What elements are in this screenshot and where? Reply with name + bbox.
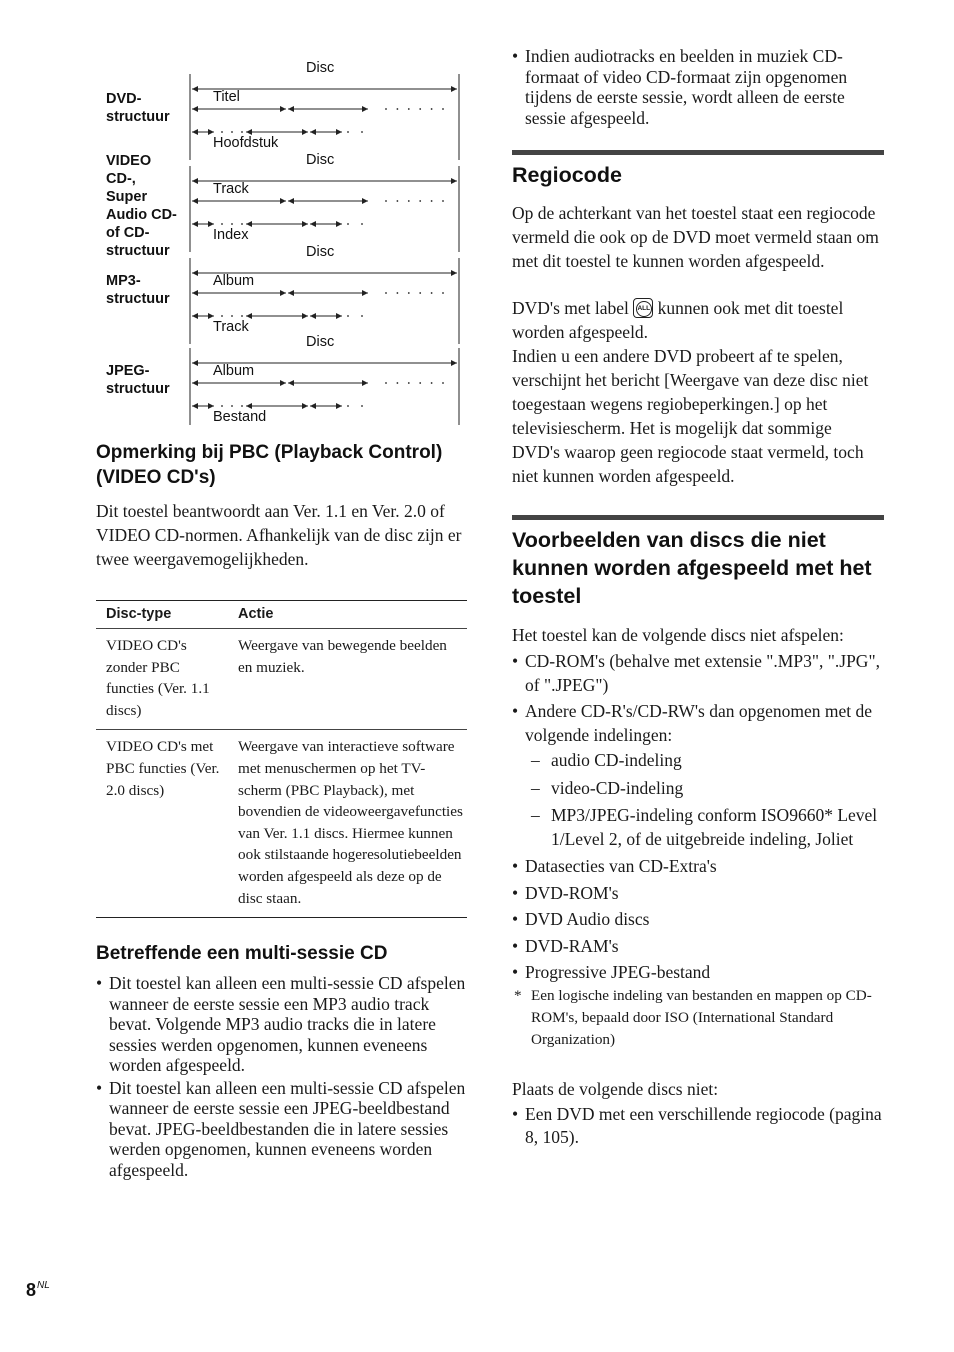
pbc-heading: Opmerking bij PBC (Playback Control) (VIDEO CD's)	[96, 442, 443, 488]
lower-level-label: Index	[213, 227, 249, 243]
page-number	[26, 1280, 50, 1301]
lower-arrow-head-right	[302, 403, 308, 409]
lower-arrow-head-right	[336, 129, 342, 135]
disc-arrow-head-right	[451, 178, 457, 184]
region-all-logo-icon	[633, 298, 653, 318]
table-cell: Weergave van bewegende beelden en muziek.	[228, 629, 467, 730]
disc-arrow-head-left	[192, 270, 198, 276]
upper-level-label: Titel	[213, 89, 240, 105]
lower-dots	[221, 131, 223, 133]
list-item: • DVD-ROM's	[512, 882, 884, 906]
disc-arrow-head-right	[451, 86, 457, 92]
upper-dots	[431, 200, 433, 202]
right-column	[512, 40, 884, 1153]
upper-dots	[408, 200, 410, 202]
list-item: • Dit toestel kan alleen een multi-sessie CD afspelen wanneer de eerste sessie een JPEG-beeldbestand bevat. JPEG-beeldbestanden die in latere sessies werden opgenomen, kunnen eveneens worden afgespeeld.	[96, 1078, 468, 1181]
upper-arrow-head-right	[362, 380, 368, 386]
upper-arrow-head-left	[192, 290, 198, 296]
structure-label: MP3- structuur	[106, 273, 170, 307]
regio-p1: Op de achterkant van het toestel staat een regiocode vermeld die ook op de DVD moet vermeld staan om met dit toestel te kunnen worden afgespeeld.	[512, 203, 879, 271]
multisession-list	[96, 973, 468, 1180]
regiocode-heading: Regiocode	[512, 150, 884, 189]
upper-arrow-head-right	[362, 198, 368, 204]
lower-arrow-head-left	[192, 403, 198, 409]
lower-dots	[361, 131, 363, 133]
upper-arrow-head-right	[362, 290, 368, 296]
voorbeelden-intro: Het toestel kan de volgende discs niet afspelen:	[512, 625, 844, 645]
list-item: • Datasecties van CD-Extra's	[512, 855, 884, 879]
upper-dots	[408, 108, 410, 110]
disc-level-label: Disc	[306, 152, 335, 168]
upper-dots	[419, 292, 421, 294]
upper-arrow-head-left	[288, 290, 294, 296]
col-header-disc-type: Disc-type	[96, 601, 228, 629]
lower-level-label: Track	[213, 319, 249, 335]
col-header-actie: Actie	[228, 601, 467, 629]
footnote: * Een logische indeling van bestanden en mappen op CD-ROM's, bepaald door ISO (International Standard Organization)	[512, 985, 884, 1051]
list-item: • Indien audiotracks en beelden in muziek CD-formaat of video CD-formaat zijn opgenomen tijdens de eerste sessie, wordt alleen de eerste sessie afgespeeld.	[512, 46, 884, 128]
lower-dots	[221, 223, 223, 225]
voorbeelden-list-rest	[512, 855, 884, 985]
list-item: • Andere CD-R's/CD-RW's dan opgenomen met de volgende indelingen:	[512, 700, 884, 747]
lower-arrow-head-left	[310, 313, 316, 319]
list-item: – video-CD-indeling	[512, 777, 884, 801]
lower-arrow-head-left	[310, 129, 316, 135]
upper-dots	[397, 108, 399, 110]
lower-dots	[347, 405, 349, 407]
disc-arrow-head-left	[192, 178, 198, 184]
upper-level-label: Album	[213, 273, 255, 289]
lower-dots	[231, 315, 233, 317]
disc-structure-diagram	[96, 40, 468, 425]
upper-arrow-head-right	[362, 106, 368, 112]
list-item: • Een DVD met een verschillende regiocode (pagina 8, 105).	[512, 1103, 884, 1150]
lower-dots	[231, 405, 233, 407]
regio-p3: Indien u een andere DVD probeert af te spelen, verschijnt het bericht [Weergave van deze disc niet toegestaan wegens regiobeperkingen.] op het televisiescherm. Het is mogelijk dat sommige DVD's waarop geen regiocode staat vermeld, toch niet kunnen worden afgespeeld.	[512, 346, 869, 486]
list-item: – audio CD-indeling	[512, 749, 884, 773]
plaats-list	[512, 1103, 884, 1150]
upper-arrow-head-left	[192, 106, 198, 112]
list-item: • DVD Audio discs	[512, 908, 884, 932]
structure-label: JPEG- structuur	[106, 363, 170, 397]
upper-dots	[431, 292, 433, 294]
regio-p2	[512, 296, 884, 344]
regio-p2-after: kunnen ook met dit toestel worden afgespeeld.	[512, 298, 844, 342]
lower-dots	[361, 405, 363, 407]
lower-arrow-head-left	[192, 129, 198, 135]
upper-arrow-head-left	[288, 106, 294, 112]
upper-arrow-head-right	[280, 380, 286, 386]
region-all-logo-text: ALL	[636, 301, 652, 317]
upper-dots	[385, 200, 387, 202]
lower-dots	[241, 405, 243, 407]
upper-dots	[397, 200, 399, 202]
upper-dots	[419, 200, 421, 202]
regio-p2-before: DVD's met label	[512, 298, 629, 318]
table-cell: VIDEO CD's zonder PBC functies (Ver. 1.1 discs)	[96, 629, 228, 730]
voorbeelden-list	[512, 650, 884, 747]
upper-level-label: Album	[213, 363, 255, 379]
structure-label: DVD- structuur	[106, 91, 170, 125]
lower-arrow-head-left	[192, 313, 198, 319]
upper-level-label: Track	[213, 181, 249, 197]
format-sublist	[512, 749, 884, 851]
left-column	[96, 40, 468, 1180]
upper-dots	[385, 292, 387, 294]
upper-arrow-head-left	[288, 198, 294, 204]
lower-dots	[347, 315, 349, 317]
list-item: • Progressive JPEG-bestand	[512, 961, 884, 985]
lower-dots	[231, 131, 233, 133]
upper-dots	[442, 200, 444, 202]
lower-arrow-head-right	[336, 221, 342, 227]
table-row	[96, 730, 467, 918]
lower-dots	[231, 223, 233, 225]
upper-arrow-head-left	[192, 198, 198, 204]
upper-dots	[431, 382, 433, 384]
disc-arrow-head-right	[451, 360, 457, 366]
lower-arrow-head-left	[192, 221, 198, 227]
pbc-text: Dit toestel beantwoordt aan Ver. 1.1 en Ver. 2.0 of VIDEO CD-normen. Afhankelijk van de disc zijn er twee weergavemogelijkheden.	[96, 501, 462, 569]
list-item: • CD-ROM's (behalve met extensie ".MP3", ".JPG", of ".JPEG")	[512, 650, 884, 697]
disc-arrow-head-right	[451, 270, 457, 276]
list-item: – MP3/JPEG-indeling conform ISO9660* Level 1/Level 2, of de uitgebreide indeling, Joliet	[512, 804, 884, 851]
upper-arrow-head-right	[280, 290, 286, 296]
lower-dots	[241, 315, 243, 317]
lower-arrow-head-right	[336, 403, 342, 409]
lower-level-label: Bestand	[213, 409, 267, 425]
lower-arrow-head-left	[310, 221, 316, 227]
upper-arrow-head-right	[280, 106, 286, 112]
structure-label: VIDEO CD-, Super Audio CD- of CD- structuur	[106, 153, 177, 259]
upper-arrow-head-left	[192, 380, 198, 386]
upper-dots	[385, 382, 387, 384]
upper-dots	[431, 108, 433, 110]
disc-level-label: Disc	[306, 60, 335, 76]
list-item: • DVD-RAM's	[512, 935, 884, 959]
upper-dots	[397, 292, 399, 294]
lower-dots	[347, 223, 349, 225]
upper-dots	[442, 292, 444, 294]
lower-dots	[361, 315, 363, 317]
lower-dots	[241, 223, 243, 225]
lower-level-label: Hoofdstuk	[213, 135, 279, 151]
plaats-intro: Plaats de volgende discs niet:	[512, 1078, 719, 1099]
lower-dots	[221, 405, 223, 407]
disc-level-label: Disc	[306, 334, 335, 350]
lower-arrow-head-right	[302, 313, 308, 319]
lower-arrow-head-right	[302, 129, 308, 135]
upper-dots	[397, 382, 399, 384]
upper-dots	[385, 108, 387, 110]
voorbeelden-heading: Voorbeelden van discs die niet kunnen worden afgespeeld met het toestel	[512, 515, 884, 610]
upper-dots	[419, 108, 421, 110]
list-item: • Dit toestel kan alleen een multi-sessie CD afspelen wanneer de eerste sessie een MP3 audio track bevat. Volgende MP3 audio tracks die in latere sessies werden opgenomen, kunnen eveneens worden afgespeeld.	[96, 973, 468, 1076]
upper-arrow-head-left	[288, 380, 294, 386]
upper-dots	[408, 292, 410, 294]
disc-type-table	[96, 600, 467, 918]
lower-dots	[221, 315, 223, 317]
page-number-value: 8	[26, 1280, 37, 1300]
upper-dots	[442, 108, 444, 110]
lower-dots	[241, 131, 243, 133]
disc-arrow-head-left	[192, 86, 198, 92]
disc-level-label: Disc	[306, 244, 335, 260]
upper-arrow-head-right	[280, 198, 286, 204]
lower-dots	[361, 223, 363, 225]
multisession-heading: Betreffende een multi-sessie CD	[96, 943, 388, 965]
lower-arrow-head-right	[302, 221, 308, 227]
upper-dots	[419, 382, 421, 384]
lower-arrow-head-right	[336, 313, 342, 319]
upper-dots	[408, 382, 410, 384]
lower-arrow-head-left	[310, 403, 316, 409]
lower-dots	[347, 131, 349, 133]
table-row	[96, 629, 467, 730]
upper-dots	[442, 382, 444, 384]
table-header-row	[96, 601, 467, 629]
table-cell: VIDEO CD's met PBC functies (Ver. 2.0 discs)	[96, 730, 228, 918]
table-cell: Weergave van interactieve software met menuschermen op het TV-scherm (PBC Playback), met bovendien de videoweergavefuncties van Ver. 1.1 discs. Hiermee kunnen ook stilstaande hogeresolutiebeelden worden afgespeeld als deze op de disc staan.	[228, 730, 467, 918]
page-number-suffix: NL	[37, 1280, 50, 1291]
disc-arrow-head-left	[192, 360, 198, 366]
multisession-list-cont	[512, 46, 884, 128]
